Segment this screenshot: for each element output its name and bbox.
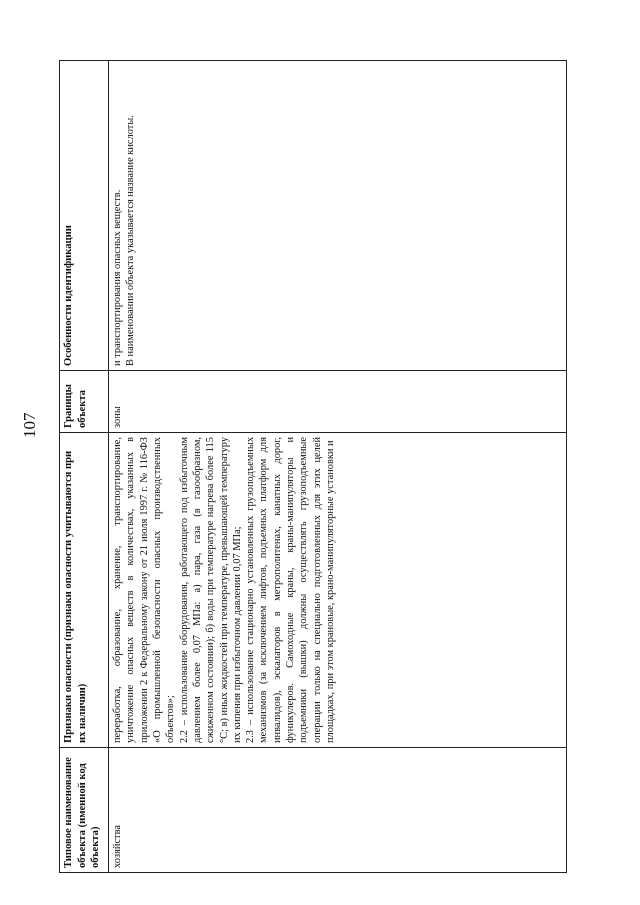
hazard-sign-paragraph: переработка, образование, хранение, транспортирование, уничтожение опасных веществ в количествах, указанных в приложении 2 к Федеральному закону от 21 июля 1997 г. № 116-ФЗ «О промышленной безопасности опасных производственных объектов»; (112, 436, 177, 743)
identification-paragraph: и транспортирования опасных веществ. (112, 189, 123, 366)
cell-hazard-signs (109, 432, 567, 747)
header-hazard-signs: Признаки опасности (признаки опасности учитываются при их наличии) (60, 432, 109, 747)
hazard-sign-paragraph: 2.3 – использование стационарно установленных грузоподъемных механизмов (за исключением лифтов, подъемных платформ для инвалидов), эскалаторов в метрополитенах, канатных дорог, фуникулеров. Самоходные краны, краны-манипуляторы и подъемники (вышки) должны осуществлять грузоподъемные операции только на специально подготовленных для этих целей площадках, при этом крановые, крано-манипуляторные установки и (245, 436, 336, 743)
cell-identification-features (109, 60, 567, 370)
header-boundaries: Границы объекта (60, 370, 109, 432)
page-number: 107 (20, 412, 39, 438)
hazard-objects-table (59, 61, 567, 873)
hazard-sign-paragraph: 2.2 – использование оборудования, работающего под избыточным давлением более 0,07 МПа: а) пара, газа (в газообразном, сжиженном состоянии); б) воды при температуре нагрева более 115 °С; в) иных жидкостей при температуре, превышающей температуру их кипения при избыточном давлении 0,07 МПа; (178, 436, 243, 743)
header-object-type: Типовое наименование объекта (именной код объекта) (60, 748, 109, 873)
identification-paragraph: В наименовании объекта указывается название кислоты. (125, 115, 137, 366)
header-identification-features: Особенности идентификации (60, 60, 109, 370)
cell-boundaries: зоны (109, 370, 567, 432)
cell-object-type: хозяйства (109, 748, 567, 873)
